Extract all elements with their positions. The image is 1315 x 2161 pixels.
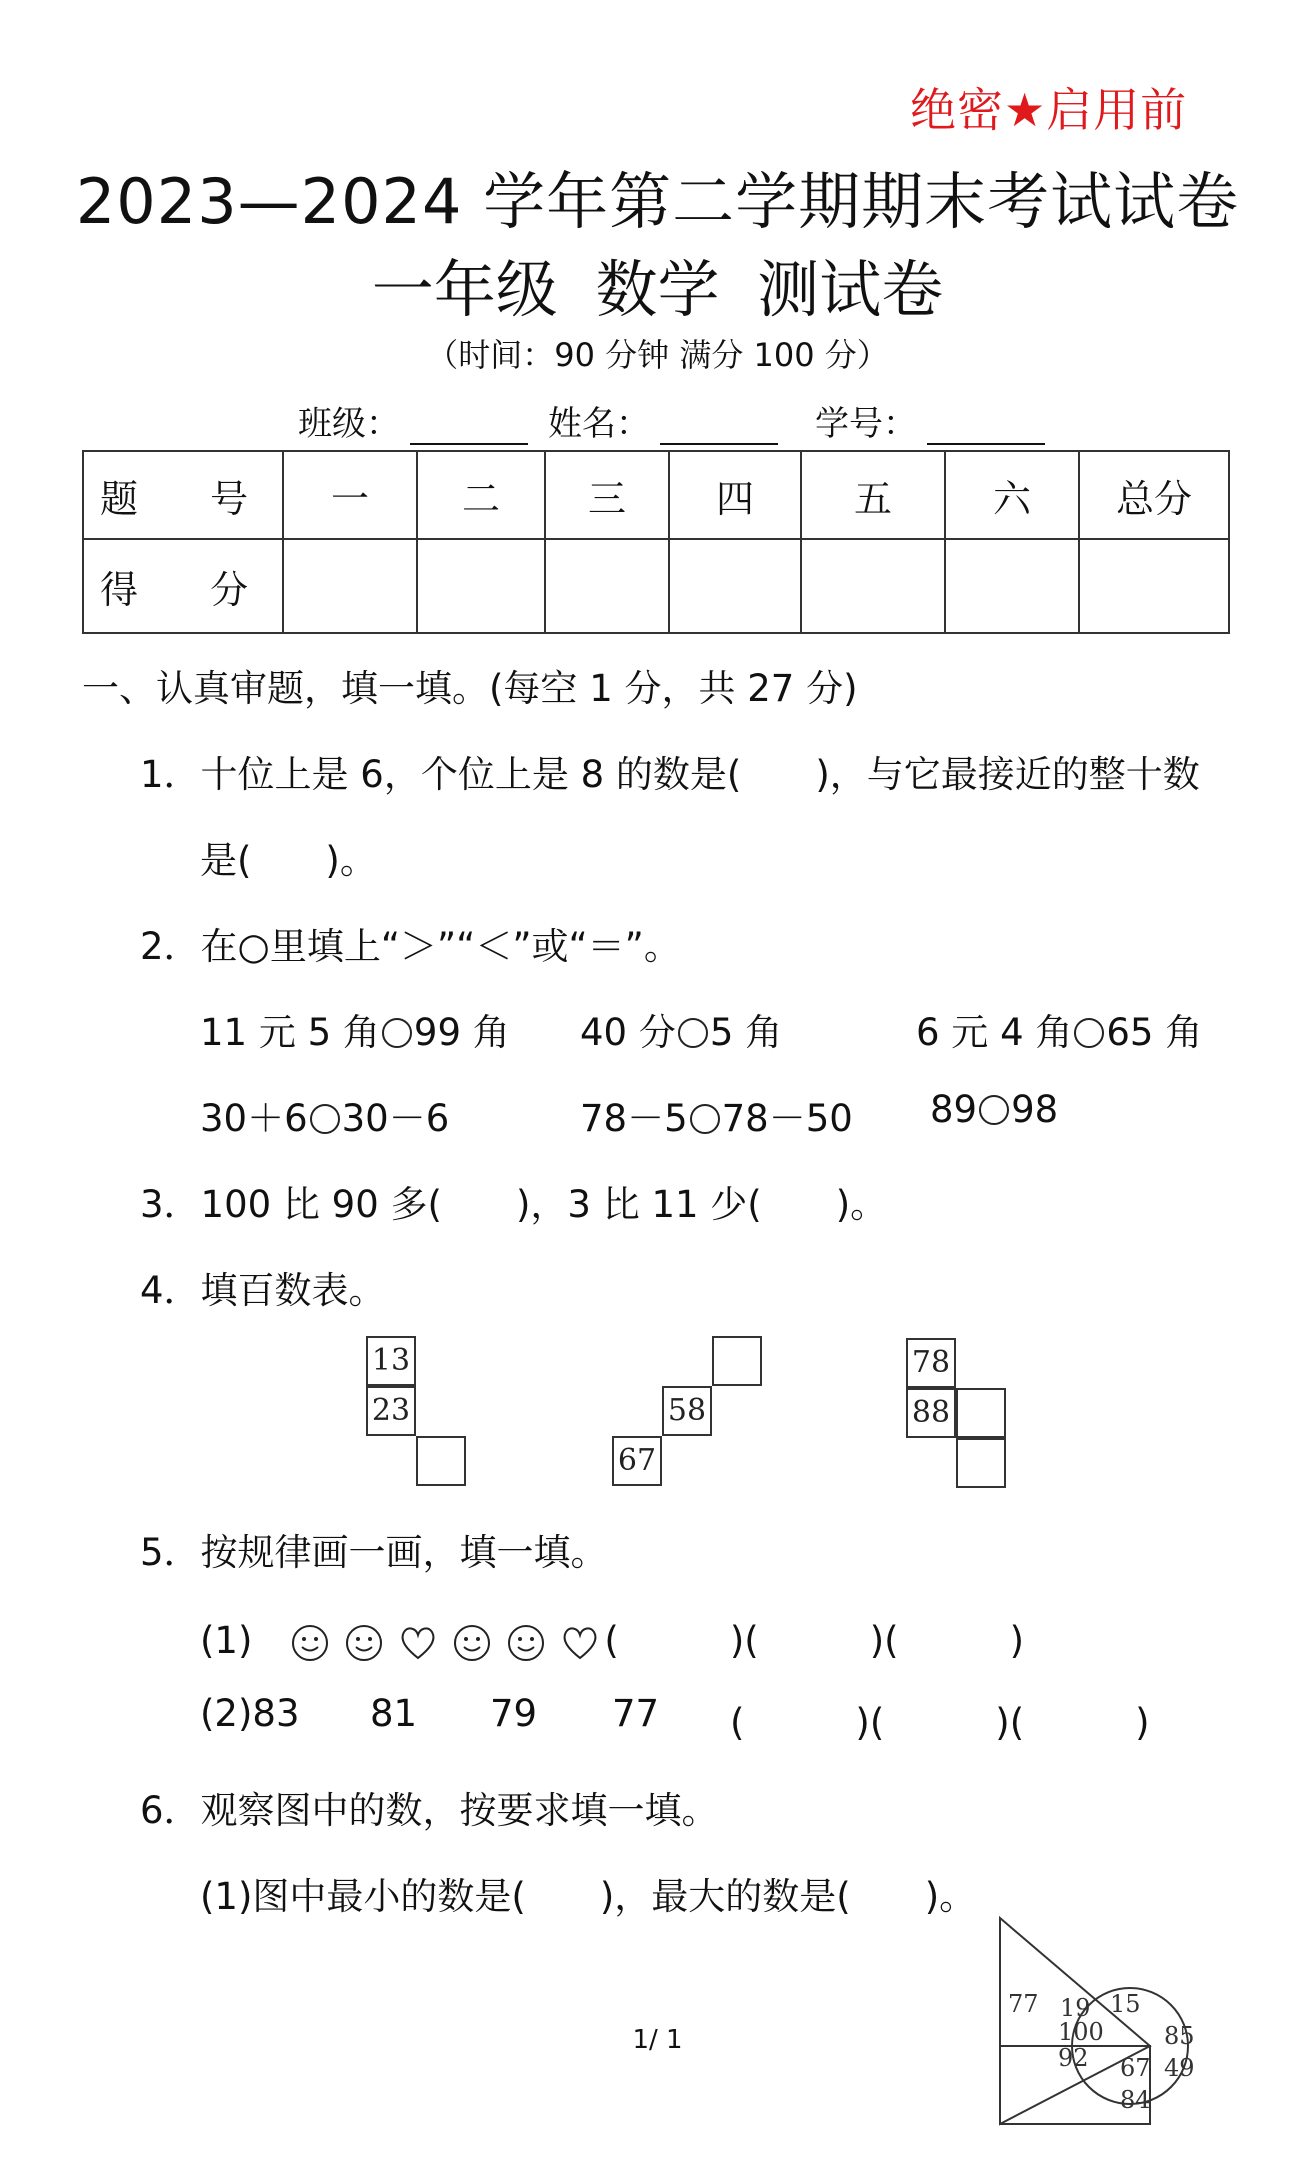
exam-subtitle: 一年级 数学 测试卷 <box>371 253 944 326</box>
circle-blank-icon[interactable] <box>310 1104 340 1134</box>
heart-icon <box>560 1623 600 1663</box>
column-header: 二 <box>417 451 545 539</box>
score-cell[interactable] <box>945 539 1079 633</box>
score-table <box>82 450 1230 634</box>
grid-cell: 88 <box>906 1388 956 1438</box>
grid-cell: 13 <box>366 1336 416 1386</box>
compare-item <box>580 1002 782 1056</box>
score-cell[interactable] <box>545 539 669 633</box>
compare-right: 99 角 <box>413 1011 510 1054</box>
figure-number: 77 <box>1008 1990 1039 2018</box>
student-id-blank[interactable] <box>927 413 1045 445</box>
sequence-number: 81 <box>370 1692 418 1735</box>
student-id-field[interactable] <box>815 396 1045 445</box>
compare-item <box>916 1002 1202 1056</box>
question-number-header: 题 号 <box>83 451 283 539</box>
compare-left: 89 <box>930 1088 978 1131</box>
compare-left: 30＋6 <box>200 1097 308 1140</box>
compare-left: 78－5 <box>580 1097 688 1140</box>
section-title: 一、认真审题，填一填。(每空 1 分，共 27 分) <box>82 667 858 710</box>
figure-number: 19 <box>1060 1994 1091 2022</box>
circle-blank-icon[interactable] <box>382 1018 412 1048</box>
score-cell[interactable] <box>283 539 417 633</box>
score-cell[interactable] <box>669 539 801 633</box>
column-header: 三 <box>545 451 669 539</box>
compare-item <box>580 1088 853 1142</box>
figure-number: 49 <box>1164 2054 1195 2082</box>
figure-number: 100 <box>1058 2018 1104 2046</box>
compare-left: 40 分 <box>580 1011 676 1054</box>
shapes-figure <box>990 1916 1220 2126</box>
answer-blanks[interactable]: ( )( )( ) <box>730 1701 1150 1744</box>
circle-blank-icon[interactable] <box>690 1104 720 1134</box>
class-field[interactable] <box>298 396 528 445</box>
grid-cell: 67 <box>612 1436 662 1486</box>
grid-blank-cell[interactable] <box>712 1336 762 1386</box>
grid-cell: 78 <box>906 1338 956 1388</box>
column-header: 六 <box>945 451 1079 539</box>
compare-item <box>200 1088 449 1142</box>
sequence-number: 77 <box>612 1692 660 1735</box>
grid-blank-cell[interactable] <box>416 1436 466 1486</box>
circle-blank-icon[interactable] <box>678 1018 708 1048</box>
compare-right: 5 角 <box>709 1011 783 1054</box>
grid-blank-cell[interactable] <box>956 1438 1006 1488</box>
class-label: 班级： <box>298 404 400 444</box>
figure-number: 92 <box>1058 2044 1089 2072</box>
grid-cell: 23 <box>366 1386 416 1436</box>
question-6-part1: (1)图中最小的数是( )，最大的数是( )。 <box>200 1875 977 1918</box>
grid-blank-cell[interactable] <box>956 1388 1006 1438</box>
class-blank[interactable] <box>410 413 528 445</box>
score-row-header: 得 分 <box>83 539 283 633</box>
pattern-row <box>200 1610 1024 1664</box>
smiley-icon <box>506 1623 546 1663</box>
question-1-line1: 1．十位上是 6，个位上是 8 的数是( )，与它最接近的整十数 <box>140 753 1200 796</box>
column-header: 一 <box>283 451 417 539</box>
compare-item <box>930 1088 1058 1131</box>
figure-number: 67 <box>1120 2054 1151 2082</box>
smiley-icon <box>290 1623 330 1663</box>
compare-item <box>200 1002 510 1056</box>
compare-left: 11 元 5 角 <box>200 1011 380 1054</box>
column-header: 总分 <box>1079 451 1229 539</box>
compare-right: 98 <box>1011 1088 1059 1131</box>
name-label: 姓名： <box>548 404 650 444</box>
score-cell[interactable] <box>1079 539 1229 633</box>
column-header: 五 <box>801 451 945 539</box>
figure-number: 85 <box>1164 2022 1195 2050</box>
score-cell[interactable] <box>417 539 545 633</box>
figure-number: 84 <box>1120 2086 1151 2114</box>
column-header: 四 <box>669 451 801 539</box>
heart-icon <box>398 1623 438 1663</box>
compare-right: 78－50 <box>721 1097 853 1140</box>
question-5: 5．按规律画一画，填一填。 <box>140 1531 608 1574</box>
confidential-mark: 绝密★启用前 <box>910 83 1188 137</box>
name-blank[interactable] <box>660 413 778 445</box>
part2-label: (2)83 <box>200 1692 300 1735</box>
figure-number: 15 <box>1110 1990 1141 2018</box>
student-id-label: 学号： <box>815 404 917 444</box>
question-6: 6．观察图中的数，按要求填一填。 <box>140 1789 719 1832</box>
circle-blank-icon[interactable] <box>979 1095 1009 1125</box>
answer-blanks[interactable]: ( )( )( ) <box>604 1619 1025 1662</box>
compare-right: 65 角 <box>1106 1011 1203 1054</box>
part-label: (1) <box>200 1619 253 1662</box>
sequence-number: 79 <box>490 1692 538 1735</box>
exam-time-info: （时间：90 分钟 满分 100 分） <box>426 336 889 374</box>
page-number: 1/ 1 <box>632 2025 683 2055</box>
question-2: 2．在○里填上“＞”“＜”或“＝”。 <box>140 925 681 968</box>
circle-blank-icon[interactable] <box>1074 1018 1104 1048</box>
compare-left: 6 元 4 角 <box>916 1011 1073 1054</box>
name-field[interactable] <box>548 396 778 445</box>
smiley-icon <box>344 1623 384 1663</box>
compare-right: 30－6 <box>341 1097 450 1140</box>
exam-title: 2023—2024 学年第二学期期末考试试卷 <box>75 165 1240 238</box>
question-4: 4．填百数表。 <box>140 1269 386 1312</box>
question-1-line2: 是( )。 <box>200 839 377 882</box>
grid-cell: 58 <box>662 1386 712 1436</box>
smiley-icon <box>452 1623 492 1663</box>
question-3: 3．100 比 90 多( )，3 比 11 少( )。 <box>140 1183 888 1226</box>
score-cell[interactable] <box>801 539 945 633</box>
